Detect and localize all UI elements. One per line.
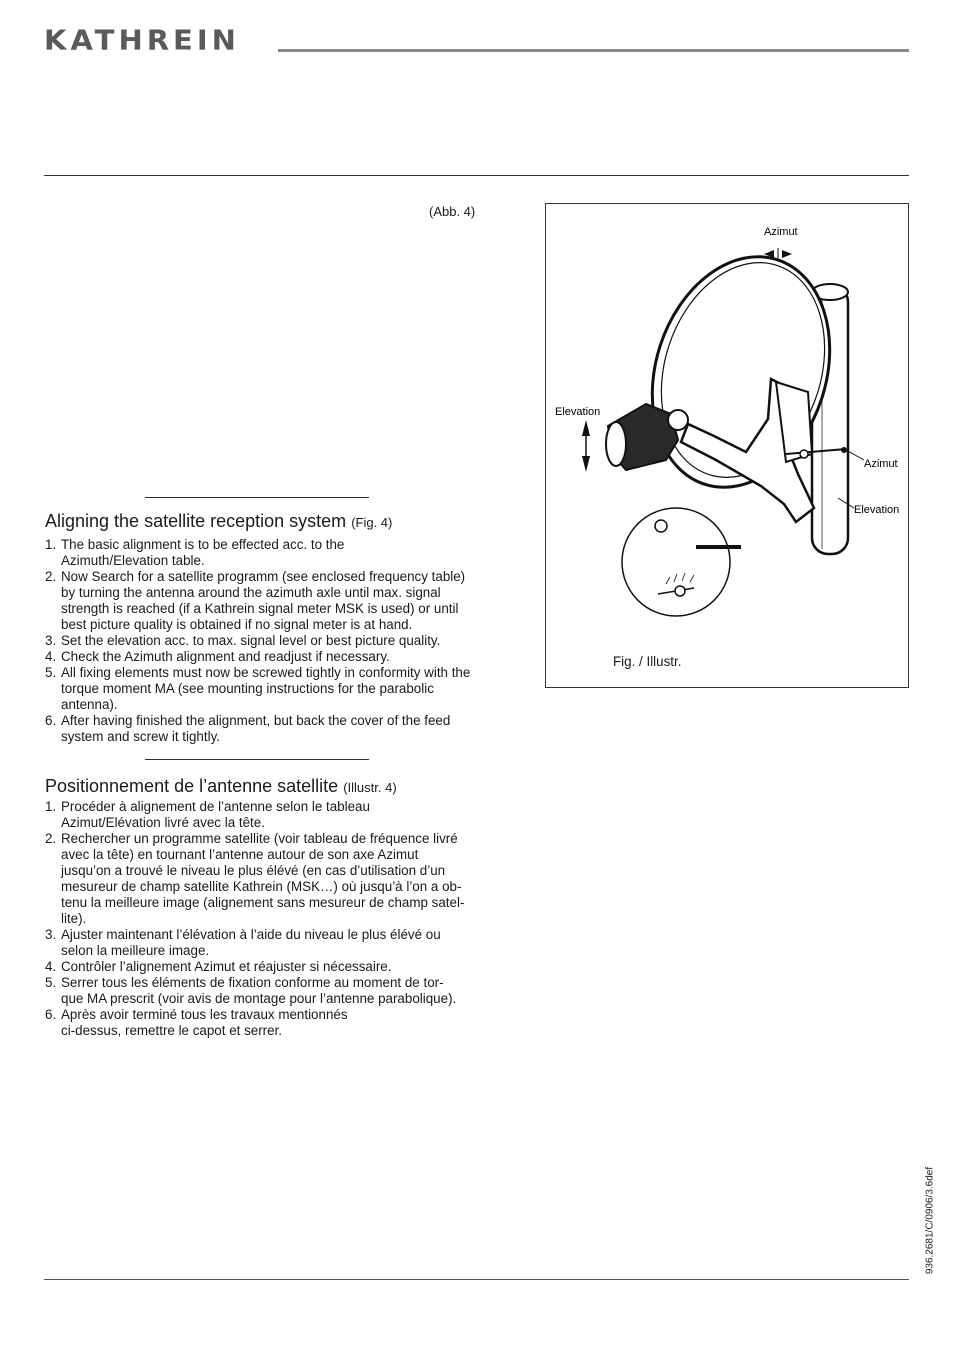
list-item <box>45 959 515 975</box>
heading-fr <box>45 776 397 797</box>
list-item <box>45 975 515 1007</box>
step-number: 6. <box>45 713 57 728</box>
step-text: Set the elevation acc. to max. signal level or best picture quality. <box>61 633 441 648</box>
heading-en <box>45 511 392 532</box>
figure-reference: (Abb. 4) <box>429 204 476 219</box>
top-divider <box>44 175 909 176</box>
step-text: Rechercher un programme satellite (voir tableau de fréquence livré avec la tête) en tournant l’antenne autour de son axe Azimut jusqu’on a trouvé le niveau le plus élévé (en cas d’utilisation d’un mesureur de champ satellite Kathrein (MSK…) où jusqu’à l’on a ob- tenu la meilleure image (alignement sans mesureur de champ satel- lite). <box>61 831 465 926</box>
list-item <box>45 537 515 569</box>
step-text: The basic alignment is to be effected acc. to the Azimuth/Elevation table. <box>61 537 345 568</box>
list-item <box>45 713 515 745</box>
step-number: 3. <box>45 633 57 648</box>
step-number: 1. <box>45 537 57 552</box>
step-text: Procéder à alignement de l’antenne selon le tableau Azimut/Elévation livré avec la tête. <box>61 799 370 830</box>
header-rule <box>278 49 909 52</box>
detail-bolt-bottom <box>675 586 685 596</box>
step-number: 2. <box>45 569 57 584</box>
kathrein-logo: KATHREIN <box>44 23 240 57</box>
heading-en-text: Aligning the satellite reception system <box>45 511 347 531</box>
label-elevation-right: Elevation <box>854 504 900 516</box>
steps-en <box>45 537 515 745</box>
figure-caption: Fig. / Illustr. <box>613 654 682 669</box>
list-item <box>45 569 515 633</box>
label-azimut-top: Azimut <box>764 226 798 238</box>
step-text: Ajuster maintenant l’élévation à l’aide du niveau le plus élévé ou selon la meilleure image. <box>61 927 441 958</box>
step-number: 3. <box>45 927 57 942</box>
figure-box <box>545 203 909 688</box>
step-number: 5. <box>45 975 57 990</box>
label-elevation-left: Elevation <box>555 406 601 418</box>
step-text: After having finished the alignment, but back the cover of the feed system and screw it tightly. <box>61 713 451 744</box>
heading-fr-ref: (Illustr. 4) <box>343 780 397 795</box>
step-text: Now Search for a satellite programm (see enclosed frequency table) by turning the antenna around the azimuth axle until max. signal strength is reached (if a Kathrein signal meter MSK is used) or until best picture quality is obtained if no signal meter is at hand. <box>61 569 466 632</box>
label-azimut-right: Azimut <box>864 458 898 470</box>
footer-rule <box>44 1279 909 1280</box>
list-item <box>45 831 515 927</box>
detail-bolt-top <box>655 520 667 532</box>
heading-en-ref: (Fig. 4) <box>351 515 393 530</box>
list-item <box>45 927 515 959</box>
list-item <box>45 665 515 713</box>
steps-fr <box>45 799 515 1039</box>
step-text: Serrer tous les éléments de fixation conforme au moment de tor- que MA prescrit (voir avis de montage pour l’antenne parabolique). <box>61 975 457 1006</box>
heading-fr-text: Positionnement de l’antenne satellite <box>45 776 339 796</box>
list-item <box>45 633 515 649</box>
step-number: 5. <box>45 665 57 680</box>
list-item <box>45 649 515 665</box>
step-text: Après avoir terminé tous les travaux mentionnés ci-dessus, remettre le capot et serrer. <box>61 1007 348 1038</box>
lnb-holder <box>668 410 688 430</box>
document-number: 936.2681/C/0906/3.6def <box>924 1166 936 1275</box>
step-text: Contrôler l’alignement Azimut et réajuster si nécessaire. <box>61 959 392 974</box>
step-number: 4. <box>45 649 57 664</box>
lnb-horn <box>606 422 626 466</box>
step-number: 4. <box>45 959 57 974</box>
step-number: 1. <box>45 799 57 814</box>
step-number: 6. <box>45 1007 57 1022</box>
list-item <box>45 1007 515 1039</box>
step-number: 2. <box>45 831 57 846</box>
step-text: Check the Azimuth alignment and readjust if necessary. <box>61 649 390 664</box>
detail-inset <box>622 508 730 616</box>
antenna-illustration <box>546 204 908 687</box>
step-text: All fixing elements must now be screwed tightly in conformity with the torque moment MA (see mounting instructions for the parabolic antenna). <box>61 665 471 712</box>
section-divider-en <box>145 497 369 498</box>
list-item <box>45 799 515 831</box>
section-divider-fr <box>145 759 369 760</box>
clamp-nut <box>800 450 808 458</box>
